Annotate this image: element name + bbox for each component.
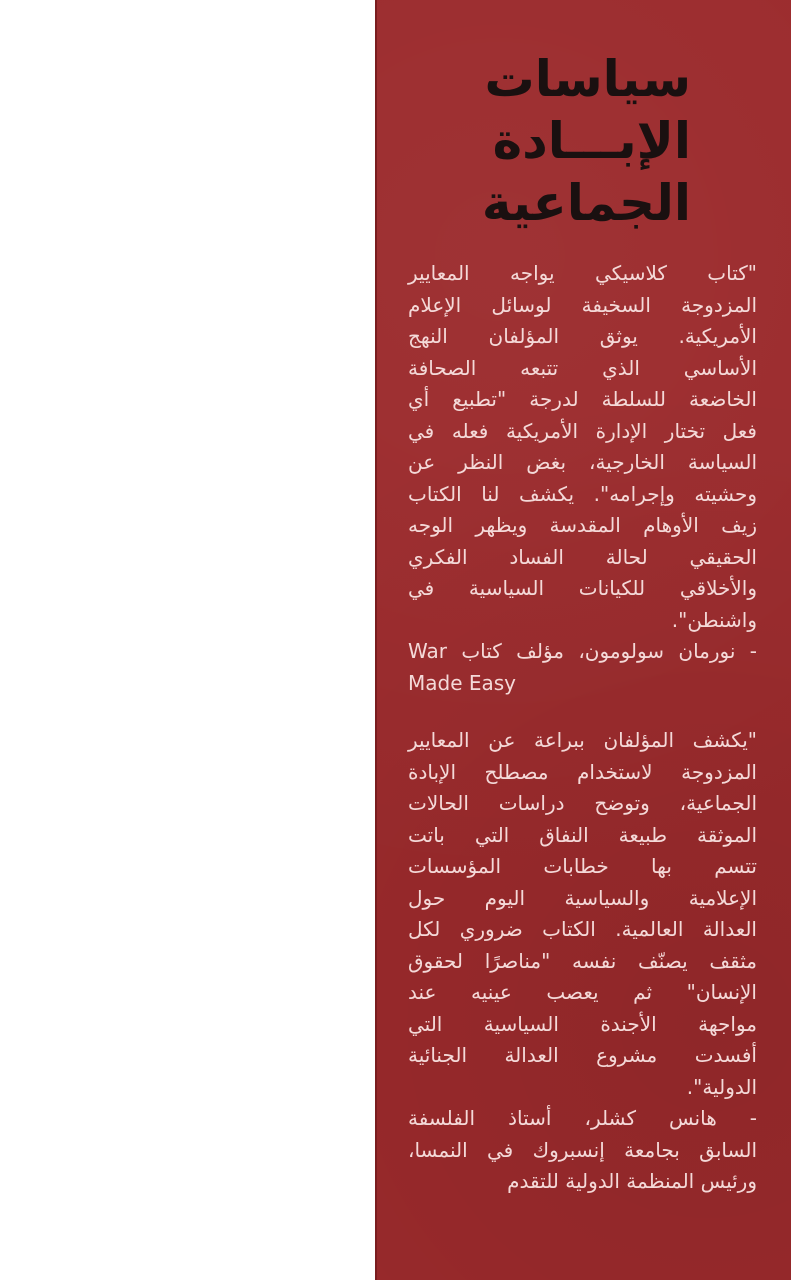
quote-2-attribution	[408, 1103, 757, 1198]
text-line: الحقيقي لحالة الفساد الفكري	[408, 544, 757, 569]
text-line: والأخلاقي للكيانات السياسية في	[408, 576, 757, 600]
text-line: زيف الأوهام المقدسة ويظهر الوجه	[408, 513, 757, 537]
text-line: وحشيته وإجرامه". يكشف لنا الكتاب	[408, 481, 757, 506]
spacer	[408, 699, 757, 725]
text-line: الأمريكية. يوثق المؤلفان النهج	[408, 324, 757, 348]
text-line: السابق بجامعة إنسبروك في النمسا،	[408, 1137, 757, 1162]
text-line: الموثقة طبيعة النفاق التي باتت	[408, 822, 757, 847]
text-line: الجماعية، وتوضح دراسات الحالات	[408, 791, 757, 815]
text-line: الإعلامية والسياسية اليوم حول	[408, 885, 757, 910]
text-line: الإنسان" ثم يعصب عينيه عند	[408, 980, 757, 1004]
blurb-text	[408, 258, 757, 1198]
quote-1	[408, 258, 757, 636]
quote-2	[408, 725, 757, 1103]
title-line: الجماعية	[481, 174, 691, 232]
text-line: مثقف يصنّف نفسه "مناصرًا لحقوق	[408, 948, 757, 973]
text-line: مواجهة الأجندة السياسية التي	[408, 1011, 757, 1036]
text-line: تتسم بها خطابات المؤسسات	[408, 854, 757, 878]
text-line: فعل تختار الإدارة الأمريكية فعله في	[408, 418, 757, 443]
text-line: واشنطن".	[671, 607, 757, 632]
cover-edge	[375, 0, 377, 1280]
text-line: السياسة الخارجية، بغض النظر عن	[408, 450, 757, 474]
quote-1-attribution	[408, 636, 757, 699]
text-line: "يكشف المؤلفان ببراعة عن المعايير	[408, 728, 757, 752]
text-line: الدولية".	[686, 1074, 757, 1099]
text-line: الخاضعة للسلطة لدرجة "تطبيع أي	[408, 387, 757, 411]
text-line: المزدوجة السخيفة لوسائل الإعلام	[408, 292, 757, 317]
text-line: ورئيس المنظمة الدولية للتقدم	[507, 1169, 757, 1193]
text-line: المزدوجة لاستخدام مصطلح الإبادة	[408, 759, 757, 784]
text-line: العدالة العالمية. الكتاب ضروري لكل	[408, 917, 757, 941]
book-title	[482, 48, 691, 234]
text-line: Made Easy	[408, 670, 517, 695]
text-line: "كتاب كلاسيكي يواجه المعايير	[408, 261, 757, 285]
text-line: الأساسي الذي تتبعه الصحافة	[408, 355, 757, 380]
text-line: - هانس كشلر، أستاذ الفلسفة	[408, 1106, 757, 1130]
text-line: أفسدت مشروع العدالة الجنائية	[408, 1043, 757, 1067]
title-line: الإبـــادة	[492, 112, 691, 170]
text-line: - نورمان سولومون، مؤلف كتاب War	[408, 639, 757, 663]
title-line: سياسات	[484, 50, 691, 108]
